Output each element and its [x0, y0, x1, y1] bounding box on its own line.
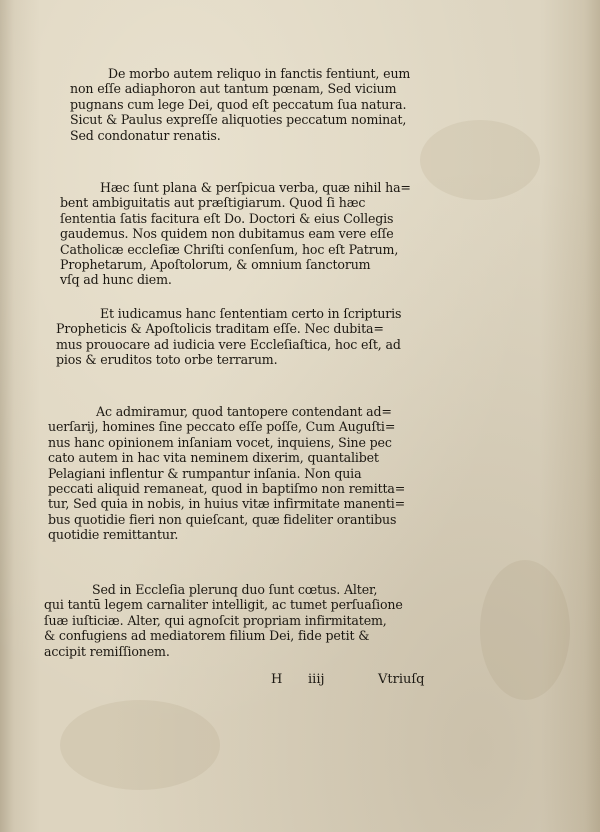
text-line: nus hanc opinionem inſaniam vocet, inquiens, Sine pec — [48, 434, 392, 450]
text-line: Propheticis & Apoſtolicis traditam eſſe. Nec dubita= — [56, 321, 384, 337]
paragraph-3 — [56, 306, 456, 368]
text-line: gaudemus. Nos quidem non dubitamus eam vere eſſe — [60, 226, 394, 242]
catchword: Vtriuſq — [378, 672, 425, 687]
page-footer — [0, 672, 600, 692]
text-line: & confugiens ad mediatorem filium Dei, fide petit & — [44, 628, 370, 644]
text-line: pios & eruditos toto orbe terrarum. — [56, 352, 278, 368]
text-line: quotidie remittantur. — [48, 527, 179, 543]
text-line: Hæc ſunt plana & perſpicua verba, quæ nihil ha= — [100, 180, 411, 195]
paragraph-2 — [60, 180, 460, 288]
paper-stain — [60, 700, 220, 790]
text-line: Pelagiani inflentur & rumpantur inſania. Non quia — [48, 465, 362, 481]
text-line: vſq ad hunc diem. — [60, 272, 172, 288]
text-line: ſuæ iuſticiæ. Alter, qui agnoſcit propriam infirmitatem, — [44, 612, 387, 628]
text-line: non eſſe adiaphoron aut tantum pœnam, Sed vicium — [70, 81, 397, 97]
text-line: mus prouocare ad iudicia vere Eccleſiaſtica, hoc eſt, ad — [56, 336, 401, 352]
text-line: Sed in Eccleſia plerunq duo ſunt cœtus. Alter, — [92, 582, 378, 597]
text-line: Sicut & Paulus expreſſe aliquoties peccatum nominat, — [70, 112, 407, 128]
text-line: cato autem in hac vita neminem dixerim, quantalibet — [48, 450, 379, 466]
text-line: accipit remiſſionem. — [44, 643, 170, 659]
text-line: peccati aliquid remaneat, quod in baptiſmo non remitta= — [48, 480, 406, 496]
text-line: Et iudicamus hanc ſententiam certo in ſcripturis — [100, 306, 402, 321]
text-line: De morbo autem reliquo in fanctis fentiunt, eum — [108, 66, 411, 81]
text-line: qui tantū legem carnaliter intelligit, ac tumet perſuaſione — [44, 597, 403, 613]
paragraph-4 — [48, 404, 458, 543]
text-line: uerſarij, homines ſine peccato eſſe poſſe, Cum Auguſti= — [48, 419, 396, 435]
text-line: Catholicæ eccleſiæ Chriſti conſenſum, hoc eſt Patrum, — [60, 241, 399, 257]
text-line: Prophetarum, Apoſtolorum, & omnium ſanctorum — [60, 256, 371, 272]
text-line: bus quotidie fieri non quieſcant, quæ fideliter orantibus — [48, 511, 397, 527]
signature-number: iiij — [308, 672, 325, 687]
signature-letter: H — [271, 672, 283, 687]
text-line: bent ambiguitatis aut præſtigiarum. Quod ſi hæc — [60, 195, 366, 211]
text-line: ſententia ſatis facitura eſt Do. Doctori & eius Collegis — [60, 210, 394, 226]
text-line: Ac admiramur, quod tantopere contendant ad= — [96, 404, 392, 419]
text-line: Sed condonatur renatis. — [70, 127, 221, 143]
paragraph-5 — [44, 582, 454, 659]
text-line: pugnans cum lege Dei, quod eſt peccatum ſua natura. — [70, 96, 407, 112]
paragraph-1 — [70, 66, 458, 143]
text-line: tur, Sed quia in nobis, in huius vitæ infirmitate manenti= — [48, 496, 406, 512]
